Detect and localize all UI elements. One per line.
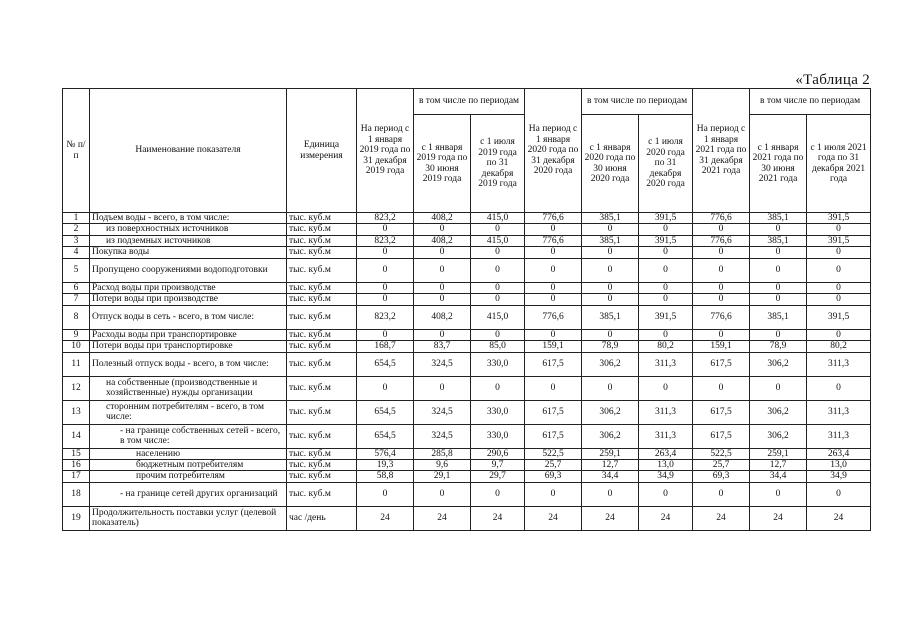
value-cell: 391,5 — [639, 235, 693, 246]
value-cell: 0 — [750, 247, 807, 258]
value-cell: 0 — [639, 329, 693, 340]
row-number: 6 — [63, 282, 90, 293]
value-cell: 12,7 — [582, 459, 639, 470]
value-cell: 0 — [693, 294, 750, 305]
value-cell: 0 — [639, 482, 693, 506]
unit-cell: тыс. куб.м — [287, 224, 357, 235]
indicator-name: Пропущено сооружениями водоподготовки — [90, 258, 287, 282]
value-cell: 9,6 — [414, 459, 471, 470]
value-cell: 823,2 — [357, 305, 414, 329]
value-cell: 0 — [582, 258, 639, 282]
table-row — [63, 282, 871, 293]
value-cell: 576,4 — [357, 448, 414, 459]
value-cell: 25,7 — [525, 459, 582, 470]
indicator-name: из подземных источников — [90, 235, 287, 246]
table-row — [63, 506, 871, 530]
value-cell: 0 — [807, 258, 871, 282]
value-cell: 263,4 — [639, 448, 693, 459]
value-cell: 9,7 — [471, 459, 525, 470]
value-cell: 391,5 — [807, 235, 871, 246]
indicator-name: Покупка воды — [90, 247, 287, 258]
value-cell: 0 — [750, 282, 807, 293]
indicator-name: Полезный отпуск воды - всего, в том числе: — [90, 352, 287, 376]
row-number: 2 — [63, 224, 90, 235]
table-row — [63, 224, 871, 235]
unit-cell: тыс. куб.м — [287, 247, 357, 258]
value-cell: 0 — [414, 224, 471, 235]
value-cell: 823,2 — [357, 213, 414, 224]
value-cell: 391,5 — [807, 213, 871, 224]
indicator-name: Потери воды при производстве — [90, 294, 287, 305]
value-cell: 0 — [471, 224, 525, 235]
value-cell: 259,1 — [582, 448, 639, 459]
value-cell: 13,0 — [639, 459, 693, 470]
row-number: 15 — [63, 448, 90, 459]
value-cell: 0 — [693, 376, 750, 400]
value-cell: 159,1 — [693, 341, 750, 352]
value-cell: 617,5 — [693, 424, 750, 448]
indicator-name: Потери воды при транспортировке — [90, 341, 287, 352]
value-cell: 0 — [357, 247, 414, 258]
value-cell: 290,6 — [471, 448, 525, 459]
value-cell: 0 — [525, 294, 582, 305]
unit-cell: тыс. куб.м — [287, 329, 357, 340]
value-cell: 19,3 — [357, 459, 414, 470]
value-cell: 617,5 — [693, 352, 750, 376]
value-cell: 306,2 — [582, 424, 639, 448]
value-cell: 385,1 — [750, 213, 807, 224]
table-row — [63, 235, 871, 246]
row-number: 18 — [63, 482, 90, 506]
value-cell: 654,5 — [357, 352, 414, 376]
value-cell: 0 — [582, 329, 639, 340]
value-cell: 24 — [693, 506, 750, 530]
value-cell: 776,6 — [693, 235, 750, 246]
value-cell: 0 — [693, 258, 750, 282]
value-cell: 306,2 — [582, 400, 639, 424]
header-period-2019-h2: с 1 июля 2019 года по 31 декабря 2019 года — [471, 115, 525, 213]
value-cell: 408,2 — [414, 235, 471, 246]
unit-cell: тыс. куб.м — [287, 482, 357, 506]
row-number: 10 — [63, 341, 90, 352]
value-cell: 408,2 — [414, 305, 471, 329]
value-cell: 0 — [807, 224, 871, 235]
value-cell: 391,5 — [807, 305, 871, 329]
value-cell: 12,7 — [750, 459, 807, 470]
value-cell: 311,3 — [639, 352, 693, 376]
value-cell: 78,9 — [750, 341, 807, 352]
value-cell: 415,0 — [471, 235, 525, 246]
value-cell: 83,7 — [414, 341, 471, 352]
unit-cell: тыс. куб.м — [287, 235, 357, 246]
value-cell: 0 — [582, 224, 639, 235]
header-period-2021-h2: с 1 июля 2021 года по 31 декабря 2021 года — [807, 115, 871, 213]
value-cell: 0 — [582, 282, 639, 293]
value-cell: 29,1 — [414, 471, 471, 482]
value-cell: 0 — [639, 258, 693, 282]
value-cell: 776,6 — [525, 213, 582, 224]
row-number: 16 — [63, 459, 90, 470]
row-number: 13 — [63, 400, 90, 424]
value-cell: 0 — [807, 329, 871, 340]
value-cell: 0 — [807, 294, 871, 305]
value-cell: 34,4 — [750, 471, 807, 482]
value-cell: 0 — [357, 258, 414, 282]
value-cell: 168,7 — [357, 341, 414, 352]
value-cell: 24 — [582, 506, 639, 530]
indicator-name: - на границе собственных сетей - всего, в том числе: — [90, 424, 287, 448]
header-period-2019-group: в том числе по периодам — [414, 89, 525, 115]
value-cell: 0 — [471, 247, 525, 258]
value-cell: 306,2 — [582, 352, 639, 376]
value-cell: 0 — [357, 294, 414, 305]
value-cell: 0 — [525, 482, 582, 506]
unit-cell: тыс. куб.м — [287, 305, 357, 329]
row-number: 19 — [63, 506, 90, 530]
unit-cell: тыс. куб.м — [287, 294, 357, 305]
value-cell: 776,6 — [525, 235, 582, 246]
value-cell: 522,5 — [693, 448, 750, 459]
value-cell: 324,5 — [414, 424, 471, 448]
table-body — [63, 213, 871, 531]
value-cell: 0 — [693, 247, 750, 258]
value-cell: 0 — [582, 247, 639, 258]
table-row — [63, 213, 871, 224]
value-cell: 34,4 — [582, 471, 639, 482]
unit-cell: тыс. куб.м — [287, 448, 357, 459]
value-cell: 78,9 — [582, 341, 639, 352]
value-cell: 776,6 — [525, 305, 582, 329]
value-cell: 24 — [639, 506, 693, 530]
table-row — [63, 376, 871, 400]
value-cell: 311,3 — [639, 400, 693, 424]
value-cell: 415,0 — [471, 305, 525, 329]
table-row — [63, 341, 871, 352]
value-cell: 617,5 — [525, 400, 582, 424]
unit-cell: тыс. куб.м — [287, 352, 357, 376]
value-cell: 0 — [471, 329, 525, 340]
value-cell: 0 — [582, 294, 639, 305]
value-cell: 34,9 — [807, 471, 871, 482]
row-number: 4 — [63, 247, 90, 258]
value-cell: 311,3 — [639, 424, 693, 448]
value-cell: 306,2 — [750, 352, 807, 376]
indicator-name: населению — [90, 448, 287, 459]
value-cell: 0 — [582, 482, 639, 506]
value-cell: 0 — [582, 376, 639, 400]
value-cell: 306,2 — [750, 424, 807, 448]
indicator-name: из поверхностных источников — [90, 224, 287, 235]
value-cell: 34,9 — [639, 471, 693, 482]
table-caption: «Таблица 2 — [795, 72, 870, 88]
unit-cell: час /день — [287, 506, 357, 530]
value-cell: 617,5 — [525, 424, 582, 448]
header-name: Наименование показателя — [90, 89, 287, 213]
unit-cell: тыс. куб.м — [287, 471, 357, 482]
table-row — [63, 305, 871, 329]
header-period-2021-group: в том числе по периодам — [750, 89, 871, 115]
value-cell: 0 — [414, 376, 471, 400]
indicator-name: Отпуск воды в сеть - всего, в том числе: — [90, 305, 287, 329]
value-cell: 0 — [471, 294, 525, 305]
water-balance-table — [62, 88, 871, 531]
unit-cell: тыс. куб.м — [287, 376, 357, 400]
row-number: 17 — [63, 471, 90, 482]
value-cell: 0 — [750, 376, 807, 400]
value-cell: 0 — [750, 482, 807, 506]
value-cell: 69,3 — [693, 471, 750, 482]
value-cell: 0 — [807, 282, 871, 293]
value-cell: 0 — [414, 294, 471, 305]
value-cell: 259,1 — [750, 448, 807, 459]
value-cell: 69,3 — [525, 471, 582, 482]
value-cell: 263,4 — [807, 448, 871, 459]
value-cell: 0 — [471, 482, 525, 506]
value-cell: 385,1 — [582, 213, 639, 224]
header-period-2020-h2: с 1 июля 2020 года по 31 декабря 2020 года — [639, 115, 693, 213]
row-number: 7 — [63, 294, 90, 305]
value-cell: 330,0 — [471, 400, 525, 424]
table-row — [63, 258, 871, 282]
value-cell: 0 — [750, 294, 807, 305]
header-period-2019-h1: с 1 января 2019 года по 30 июня 2019 года — [414, 115, 471, 213]
header-period-2020-total: На период с 1 января 2020 года по 31 декабря 2020 года — [525, 89, 582, 213]
table-row — [63, 482, 871, 506]
value-cell: 0 — [750, 258, 807, 282]
value-cell: 0 — [414, 282, 471, 293]
value-cell: 24 — [750, 506, 807, 530]
unit-cell: тыс. куб.м — [287, 213, 357, 224]
value-cell: 391,5 — [639, 305, 693, 329]
value-cell: 391,5 — [639, 213, 693, 224]
row-number: 1 — [63, 213, 90, 224]
value-cell: 385,1 — [582, 305, 639, 329]
value-cell: 0 — [693, 224, 750, 235]
value-cell: 0 — [471, 376, 525, 400]
value-cell: 0 — [414, 482, 471, 506]
header-num: № п/п — [63, 89, 90, 213]
value-cell: 0 — [357, 329, 414, 340]
value-cell: 0 — [639, 282, 693, 293]
value-cell: 311,3 — [807, 424, 871, 448]
value-cell: 0 — [357, 482, 414, 506]
table-row — [63, 471, 871, 482]
value-cell: 408,2 — [414, 213, 471, 224]
value-cell: 654,5 — [357, 424, 414, 448]
value-cell: 24 — [414, 506, 471, 530]
value-cell: 0 — [750, 329, 807, 340]
value-cell: 0 — [357, 282, 414, 293]
value-cell: 0 — [639, 376, 693, 400]
value-cell: 0 — [693, 282, 750, 293]
value-cell: 0 — [639, 247, 693, 258]
value-cell: 0 — [807, 376, 871, 400]
indicator-name: Продолжительность поставки услуг (целевой показатель) — [90, 506, 287, 530]
value-cell: 617,5 — [525, 352, 582, 376]
row-number: 11 — [63, 352, 90, 376]
value-cell: 24 — [525, 506, 582, 530]
row-number: 8 — [63, 305, 90, 329]
table-row — [63, 424, 871, 448]
value-cell: 385,1 — [750, 235, 807, 246]
value-cell: 776,6 — [693, 213, 750, 224]
value-cell: 0 — [525, 247, 582, 258]
value-cell: 80,2 — [639, 341, 693, 352]
value-cell: 385,1 — [750, 305, 807, 329]
value-cell: 311,3 — [807, 352, 871, 376]
value-cell: 0 — [525, 282, 582, 293]
value-cell: 0 — [471, 258, 525, 282]
header-period-2019-total: На период с 1 января 2019 года по 31 декабря 2019 года — [357, 89, 414, 213]
row-number: 12 — [63, 376, 90, 400]
value-cell: 29,7 — [471, 471, 525, 482]
indicator-name: сторонним потребителям - всего, в том числе: — [90, 400, 287, 424]
value-cell: 80,2 — [807, 341, 871, 352]
value-cell: 0 — [693, 482, 750, 506]
value-cell: 85,0 — [471, 341, 525, 352]
value-cell: 415,0 — [471, 213, 525, 224]
value-cell: 0 — [807, 247, 871, 258]
header-period-2020-h1: с 1 января 2020 года по 30 июня 2020 года — [582, 115, 639, 213]
unit-cell: тыс. куб.м — [287, 459, 357, 470]
table-row — [63, 247, 871, 258]
value-cell: 24 — [471, 506, 525, 530]
value-cell: 285,8 — [414, 448, 471, 459]
value-cell: 654,5 — [357, 400, 414, 424]
value-cell: 0 — [693, 329, 750, 340]
value-cell: 330,0 — [471, 352, 525, 376]
row-number: 9 — [63, 329, 90, 340]
value-cell: 0 — [525, 258, 582, 282]
value-cell: 0 — [357, 376, 414, 400]
indicator-name: Подъем воды - всего, в том числе: — [90, 213, 287, 224]
row-number: 3 — [63, 235, 90, 246]
value-cell: 0 — [525, 329, 582, 340]
value-cell: 311,3 — [807, 400, 871, 424]
indicator-name: бюджетным потребителям — [90, 459, 287, 470]
value-cell: 0 — [357, 224, 414, 235]
indicator-name: прочим потребителям — [90, 471, 287, 482]
unit-cell: тыс. куб.м — [287, 282, 357, 293]
row-number: 5 — [63, 258, 90, 282]
value-cell: 25,7 — [693, 459, 750, 470]
table-row — [63, 459, 871, 470]
value-cell: 0 — [414, 329, 471, 340]
header-unit: Единица измерения — [287, 89, 357, 213]
row-number: 14 — [63, 424, 90, 448]
value-cell: 0 — [750, 224, 807, 235]
value-cell: 0 — [807, 482, 871, 506]
table-row — [63, 352, 871, 376]
value-cell: 0 — [639, 294, 693, 305]
value-cell: 0 — [525, 376, 582, 400]
value-cell: 24 — [807, 506, 871, 530]
header-period-2021-h1: с 1 января 2021 года по 30 июня 2021 года — [750, 115, 807, 213]
unit-cell: тыс. куб.м — [287, 424, 357, 448]
value-cell: 0 — [639, 224, 693, 235]
indicator-name: на собственные (производственные и хозяйственные) нужды организации — [90, 376, 287, 400]
value-cell: 58,8 — [357, 471, 414, 482]
value-cell: 324,5 — [414, 400, 471, 424]
value-cell: 24 — [357, 506, 414, 530]
unit-cell: тыс. куб.м — [287, 400, 357, 424]
value-cell: 13,0 — [807, 459, 871, 470]
table-row — [63, 294, 871, 305]
indicator-name: Расход воды при производстве — [90, 282, 287, 293]
value-cell: 522,5 — [525, 448, 582, 459]
value-cell: 0 — [414, 247, 471, 258]
header-period-2020-group: в том числе по периодам — [582, 89, 693, 115]
value-cell: 0 — [414, 258, 471, 282]
table-row — [63, 400, 871, 424]
value-cell: 776,6 — [693, 305, 750, 329]
indicator-name: Расходы воды при транспортировке — [90, 329, 287, 340]
value-cell: 0 — [525, 224, 582, 235]
unit-cell: тыс. куб.м — [287, 341, 357, 352]
value-cell: 306,2 — [750, 400, 807, 424]
value-cell: 823,2 — [357, 235, 414, 246]
value-cell: 330,0 — [471, 424, 525, 448]
table-row — [63, 329, 871, 340]
value-cell: 0 — [471, 282, 525, 293]
unit-cell: тыс. куб.м — [287, 258, 357, 282]
value-cell: 385,1 — [582, 235, 639, 246]
value-cell: 617,5 — [693, 400, 750, 424]
value-cell: 159,1 — [525, 341, 582, 352]
table-row — [63, 448, 871, 459]
header-period-2021-total: На период с 1 января 2021 года по 31 декабря 2021 года — [693, 89, 750, 213]
value-cell: 324,5 — [414, 352, 471, 376]
indicator-name: - на границе сетей других организаций — [90, 482, 287, 506]
